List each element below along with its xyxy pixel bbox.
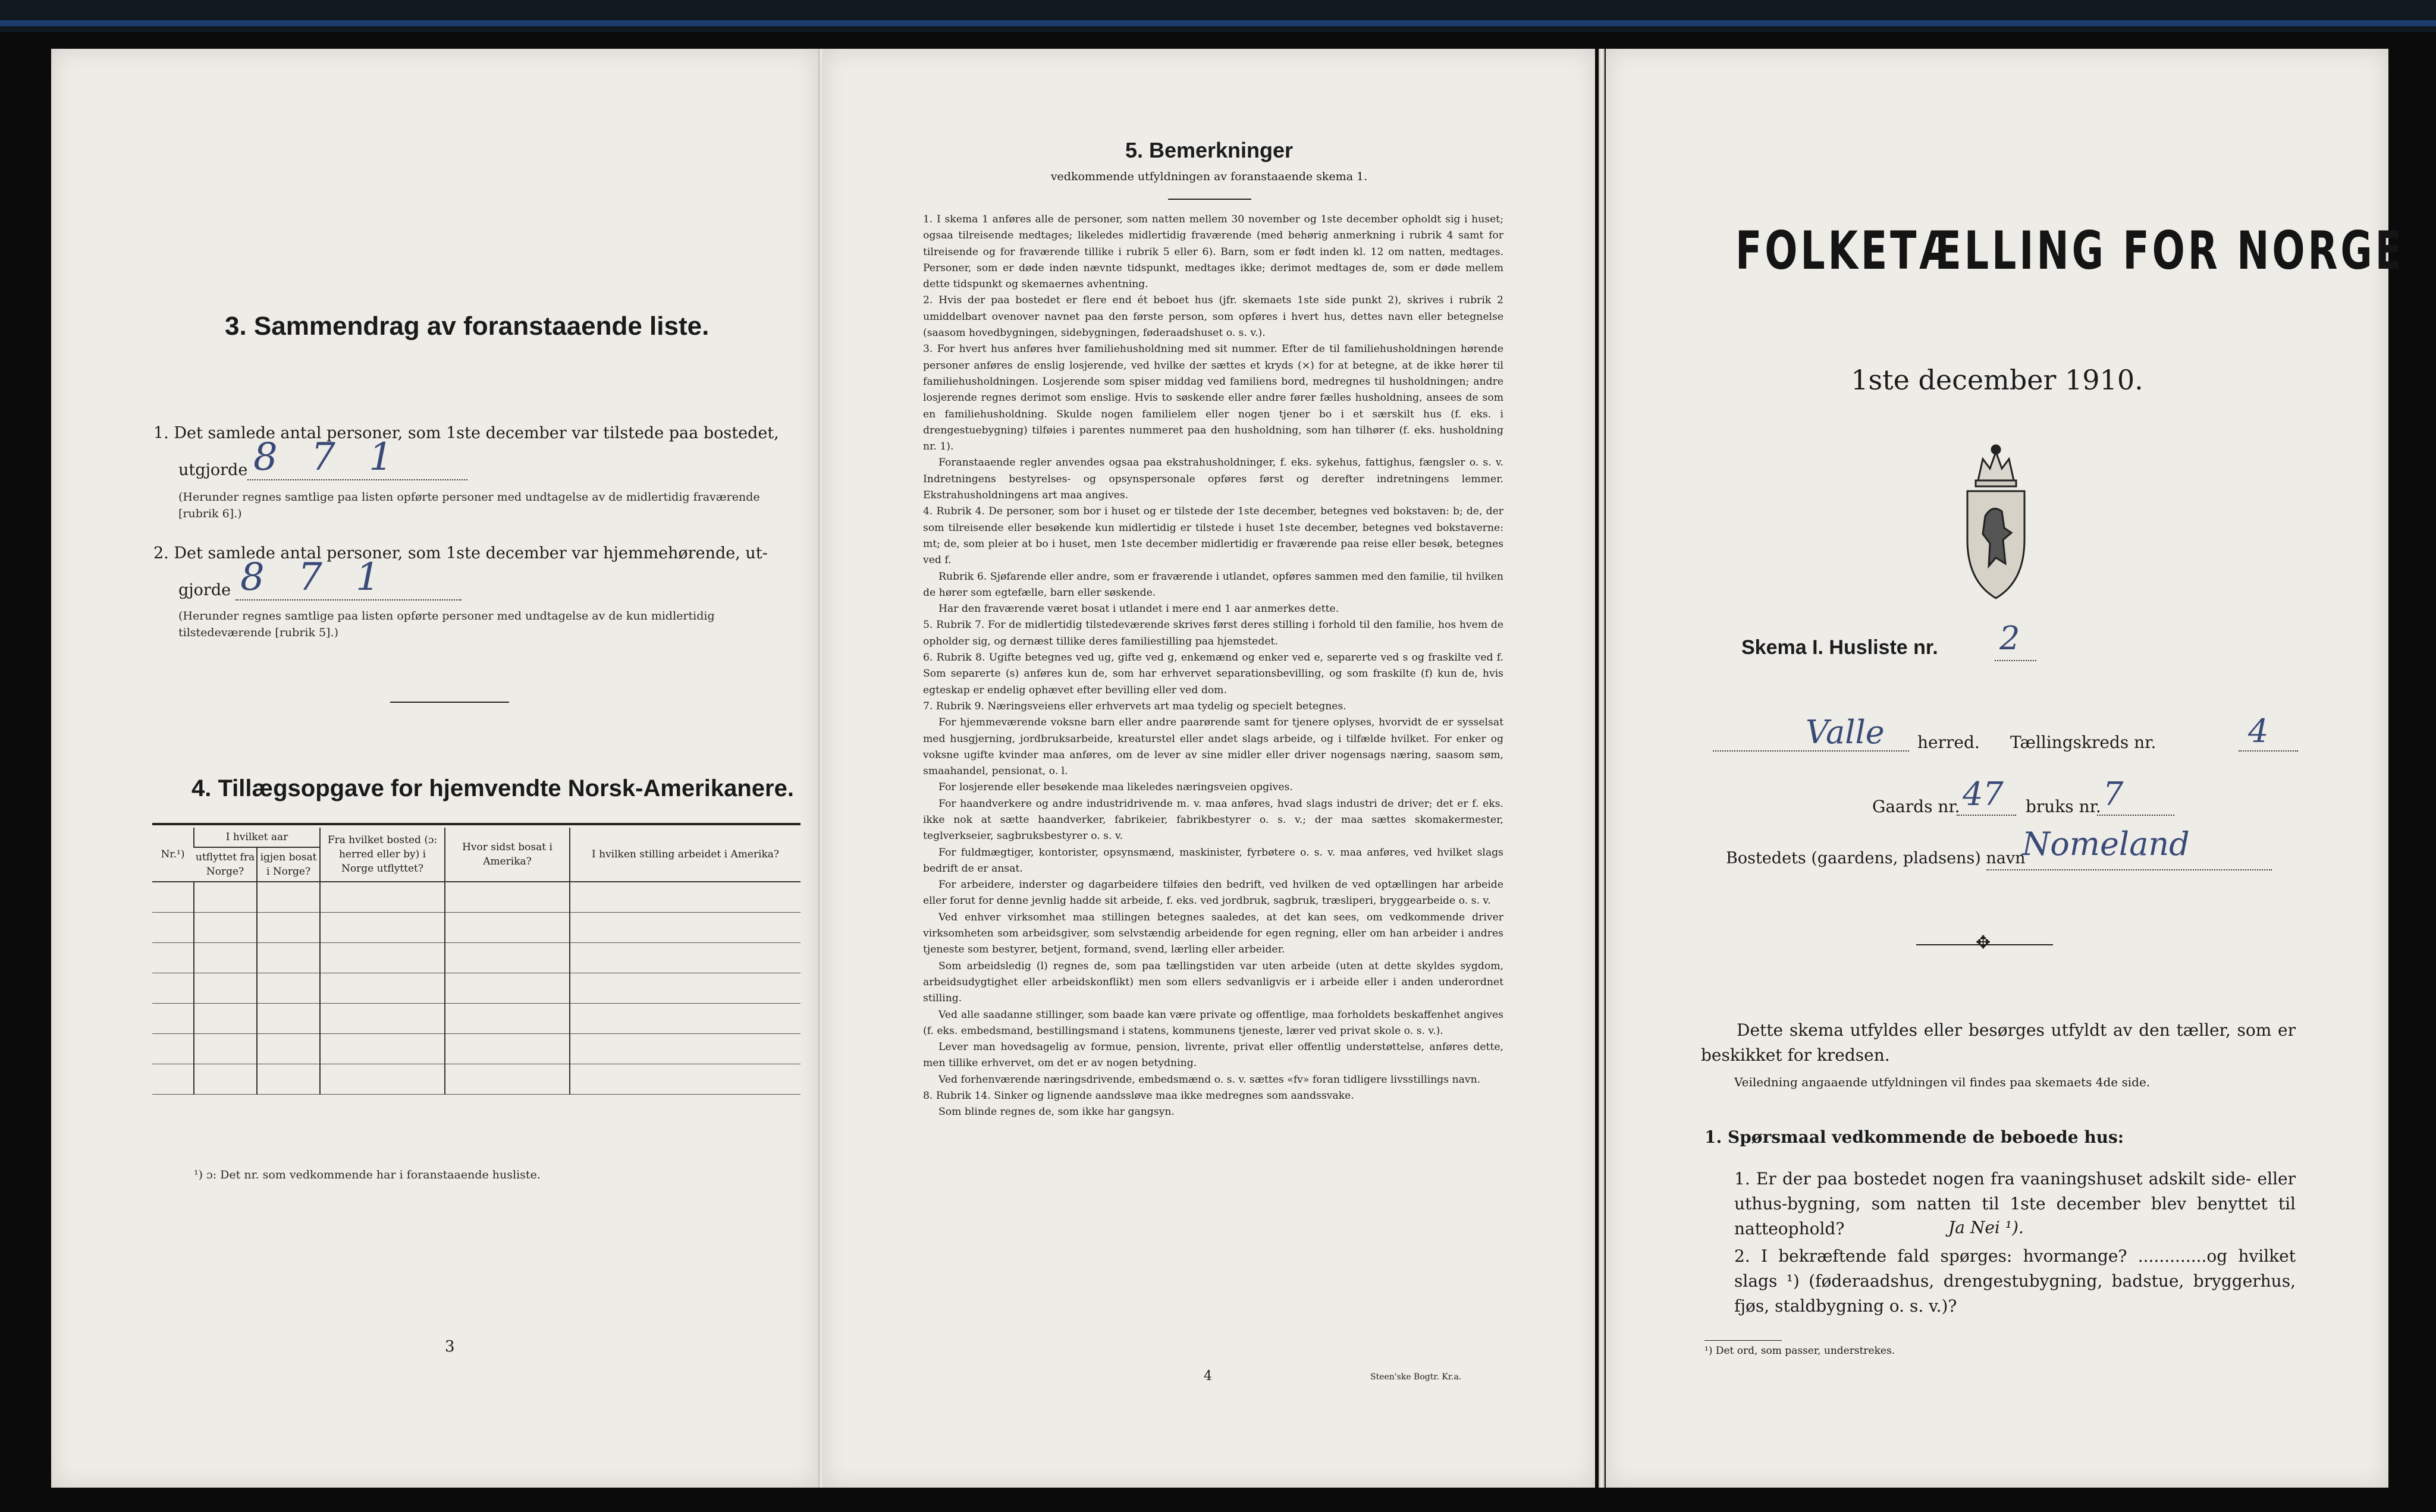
- remark-paragraph: Ved forhenværende næringsdrivende, embedsmænd o. s. v. sættes «fv» foran tidligere livsstillings navn.: [938, 1073, 1481, 1086]
- footnote-rule: [1704, 1340, 1782, 1341]
- page-1-right: [1606, 49, 2404, 1488]
- bruks-label: bruks nr.: [2026, 797, 2101, 816]
- remark-paragraph: Ved alle saadanne stillinger, som baade kan være private og offentlige, maa forholdets beskaffenhet angives (f. eks. embedsmand, bestillingsmand i statens, kommunens tjeneste, lærer ved privat skole o. s. v.).: [923, 1008, 1503, 1037]
- table-row: [152, 1034, 801, 1064]
- page-number-4: 4: [1204, 1369, 1212, 1384]
- printer-mark: Steen'ske Bogtr. Kr.a.: [1370, 1372, 1462, 1382]
- herred-label: herred.: [1917, 733, 1980, 752]
- gaards-label: Gaards nr.: [1872, 797, 1960, 816]
- remark-paragraph: Ved enhver virksomhet maa stillingen betegnes saaledes, at det kan sees, om vedkommende driver virksomheten som arbeidsgiver, som selvstændig arbeidende for egen regning, eller om han arbeider i andres tjeneste som bestyrer, betjent, formand, svend, lærling eller arbeider.: [923, 911, 1503, 956]
- item-1-line: [247, 479, 467, 480]
- remark-paragraph: For haandverkere og andre industridrivende m. v. maa anføres, hvad slags industri de driver; det er f. eks. ikke nok at sætte haandverker, fabrikeier, fabrikbestyrer o. s. v.; der maa sættes skomakermester, teglverkseier, sagbruksbestyrer o. s. v.: [923, 797, 1503, 843]
- intro-text: Dette skema utfyldes eller besørges utfyldt av den tæller, som er beskikket for kredsen.: [1701, 1020, 2296, 1065]
- remark-paragraph: Har den fraværende været bosat i utlandet i mere end 1 aar anmerkes dette.: [938, 603, 1339, 615]
- remark-paragraph: Som arbeidsledig (l) regnes de, som paa tællingstiden var uten arbeide (uten at dette skyldes sygdom, arbeidsudygtighet eller arbeidskonflikt) men som ellers sedvanligvis er i arbeide eller i anden underordnet stilling.: [923, 960, 1503, 1005]
- col-fra-bosted: Fra hvilket bosted (ɔ: herred eller by) i Norge utflyttet?: [320, 828, 445, 882]
- table-footnote: ¹) ɔ: Det nr. som vedkommende har i foranstaaende husliste.: [194, 1168, 541, 1181]
- item-1-handwritten-value: 8 7 1: [253, 435, 404, 479]
- col-group-year: I hvilket aar: [194, 828, 320, 847]
- schema-label: Skema I. Husliste nr.: [1741, 636, 1938, 659]
- item-2-text: 2. Det samlede antal personer, som 1ste december var hjemmehørende, ut-: [153, 544, 768, 562]
- remark-paragraph: For fuldmægtiger, kontorister, opsynsmænd, maskinister, fyrbøtere o. s. v. maa anføres, ved hvilket slags bedrift de er ansat.: [923, 846, 1503, 875]
- remarks-title: 5. Bemerkninger: [1125, 138, 1294, 162]
- table-row: [152, 1064, 801, 1095]
- herred-value: Valle: [1806, 713, 1885, 751]
- remark-paragraph: 6. Rubrik 8. Ugifte betegnes ved ug, gifte ved g, enkemænd og enker ved e, separerte ved s og fraskilte ved f. Som separerte (s) anføres kun de, som har erhvervet separationsbevilling, og som fraskilte (f) kun de, hvis egteskap er endelig ophævet efter bevilling eller ved dom.: [923, 652, 1503, 696]
- kreds-line: [2239, 750, 2298, 752]
- page-number-3: 3: [445, 1338, 455, 1356]
- item-1-note: (Herunder regnes samtlige paa listen opførte personer med undtagelse av de midlertidig fraværende [rubrik 6].): [178, 491, 760, 520]
- remark-paragraph: Lever man hovedsagelig av formue, pension, livrente, privat eller offentlig understøttelse, anføres dette, men tillike erhvervet, om det er av nogen betydning.: [923, 1041, 1503, 1070]
- col-utflyttet: utflyttet fra Norge?: [194, 847, 257, 882]
- remarks-subtitle: vedkommende utfyldningen av foranstaaende skema 1.: [1050, 170, 1368, 183]
- item-2-handwritten-value: 8 7 1: [240, 555, 391, 599]
- scan-top-band: [0, 0, 2436, 32]
- scan-edge-stripe: [0, 20, 2436, 26]
- bruks-line: [2097, 815, 2174, 816]
- item-2-line: [236, 599, 462, 601]
- bosted-line: [1986, 869, 2272, 870]
- remark-paragraph: 3. For hvert hus anføres hver familiehusholdning med sit nummer. Efter de til familiehusholdningen hørende personer anføres de enslig losjerende, ved hvilke der sættes et kryds (×) for at betegne, at de ikke hører til familiehusholdningen. Losjerende som spiser middag ved familiens bord, medregnes til husholdningen; andre losjerende regnes derimot som enslige. Hvis to søskende eller andre fører fælles husholdning, ansees de som en familiehusholdning. Skulde nogen familielem eller nogen tjener bo i et særskilt hus (f. eks. i drengestuebygning) tilføies i parentes nummeret paa den husholdning, som han tilhører (f. eks. husholdning nr. 1).: [923, 343, 1503, 453]
- col-amerika-bosat: Hvor sidst bosat i Amerika?: [445, 828, 570, 882]
- item-1-text: 1. Det samlede antal personer, som 1ste december var tilstede paa bostedet,: [153, 424, 779, 442]
- col-igjen-bosat: igjen bosat i Norge?: [257, 847, 320, 882]
- ornament-icon: ✥: [1976, 932, 1991, 953]
- remark-paragraph: 4. Rubrik 4. De personer, som bor i huset og er tilstede der 1ste december, betegnes ved bokstaven: b; de, der som tilreisende eller besøkende kun midlertidig er tilstede i huset 1ste december, betegnes ved bokstaverne: mt; de, som pleier at bo i huset, men 1ste december midlertidig er fraværende paa reise eller besøk, betegnes ved f.: [923, 505, 1503, 567]
- remark-paragraph: 2. Hvis der paa bostedet er flere end ét beboet hus (jfr. skemaets 1ste side punkt 2), skrives i rubrik 2 umiddelbart ovenover navnet paa den første person, som opføres i hvert hus, dettes navn eller betegnelse (saasom hovedbygningen, sidebygningen, føderaadshuset o. s. v.).: [923, 294, 1503, 340]
- col-stilling: I hvilken stilling arbeidet i Amerika?: [570, 828, 801, 882]
- kreds-value: 4: [2248, 712, 2269, 750]
- section-4-title: 4. Tillægsopgave for hjemvendte Norsk-Amerikanere.: [192, 775, 794, 801]
- remark-paragraph: 8. Rubrik 14. Sinker og lignende aandssløve maa ikke medregnes som aandssvake.: [923, 1090, 1354, 1102]
- table-top-rule: [152, 823, 801, 825]
- remark-paragraph: For hjemmeværende voksne barn eller andre paarørende samt for tjenere oplyses, hvorvidt de er sysselsat med husgjerning, jordbruksarbeide, kreaturstel eller andet slags arbeide, og i tilfælde hvilket. For enker og voksne ugifte kvinder maa anføres, om de lever av sine midler eller driver nogensags næring, saasom søm, smaahandel, pensionat, o. l.: [923, 716, 1503, 778]
- page-3-left: [51, 49, 818, 1488]
- intro-note: Veiledning angaaende utfyldningen vil findes paa skemaets 4de side.: [1734, 1075, 2151, 1089]
- remark-paragraph: For losjerende eller besøkende maa likeledes næringsveien opgives.: [938, 781, 1293, 794]
- table-row: [152, 1004, 801, 1034]
- kreds-label: Tællingskreds nr.: [2010, 733, 2156, 752]
- item-2-prefix: gjorde: [178, 581, 231, 599]
- section-divider: [390, 702, 509, 703]
- question-1: 1. Er der paa bostedet nogen fra vaaningshuset adskilt side- eller uthus-bygning, som natten til 1ste december blev benyttet til natteophold?: [1734, 1169, 2296, 1238]
- census-date: 1ste december 1910.: [1851, 364, 2143, 396]
- gaards-line: [1957, 815, 2016, 816]
- remark-paragraph: Som blinde regnes de, som ikke har gangsyn.: [938, 1106, 1175, 1118]
- question-2: 2. I bekræftende fald spørges: hvormange? .............og hvilket slags ¹) (føderaadshus, drengestubygning, badstue, bryggerhus, fjøs, staldbygning o. s. v.)?: [1734, 1246, 2296, 1316]
- table-row: [152, 882, 801, 913]
- remark-paragraph: 7. Rubrik 9. Næringsveiens eller erhvervets art maa tydelig og specielt betegnes.: [923, 700, 1346, 712]
- section-3-title: 3. Sammendrag av foranstaaende liste.: [225, 312, 710, 341]
- norsk-amerikanere-table: [152, 828, 801, 1095]
- remark-paragraph: For arbeidere, inderster og dagarbeidere tilføies den bedrift, ved hvilken de ved optællingen har arbeide eller forut for denne jevnlig hadde sit arbeide, f. eks. ved jordbruk, sagbruk, træsliperi, bryggearbeide o. s. v.: [923, 879, 1503, 907]
- page-fold-2: [1599, 49, 1605, 1488]
- norway-coat-of-arms-icon: [1954, 439, 2038, 603]
- table-row: [152, 913, 801, 943]
- table-row: [152, 943, 801, 973]
- table-row: [152, 973, 801, 1004]
- page3-footnote: ¹) Det ord, som passer, understrekes.: [1704, 1345, 1895, 1357]
- remarks-body: [923, 212, 1503, 1121]
- remark-paragraph: Foranstaaende regler anvendes ogsaa paa ekstrahusholdninger, f. eks. sykehus, fattighus, fængsler o. s. v. Indretningens bestyrelses- og opsynspersonale opføres først og derefter indretningens lemmer. Ekstrahusholdningens art maa angives.: [923, 457, 1503, 502]
- remark-paragraph: 1. I skema 1 anføres alle de personer, som natten mellem 30 november og 1ste december opholdt sig i huset; ogsaa tilreisende medtages; likeledes midlertidig fraværende (med behørig anmerkning i rubrik 4 samt for tilreisende og for fraværende tillike i rubrik 5 eller 6). Barn, som er født inden kl. 12 om natten, medtages. Personer, som er døde inden nævnte tidspunkt, medtages ikke; derimot medtages de, som er døde mellem dette tidspunkt og skemaernes avhentning.: [923, 213, 1503, 291]
- bosted-label: Bostedets (gaardens, pladsens) navn: [1726, 849, 2026, 867]
- gaards-value: 47: [1963, 775, 2004, 813]
- census-title: FOLKETÆLLING FOR NORGE: [1735, 220, 2404, 281]
- question-1-answer: Ja Nei ¹).: [1948, 1218, 2024, 1237]
- item-1-prefix: utgjorde: [178, 461, 248, 479]
- remark-paragraph: Rubrik 6. Sjøfarende eller andre, som er fraværende i utlandet, opføres sammen med den familie, til hvilken de hører som egtefælle, barn eller søskende.: [923, 570, 1503, 599]
- page-4-middle: [823, 49, 1595, 1488]
- husliste-line: [1995, 660, 2036, 661]
- bruks-value: 7: [2103, 775, 2124, 813]
- bosted-value: Nomeland: [2022, 825, 2190, 863]
- remarks-divider: [1168, 199, 1251, 200]
- col-nr: Nr.¹): [152, 828, 194, 882]
- item-2-note: (Herunder regnes samtlige paa listen opførte personer med undtagelse av de kun midlertidig tilstedeværende [rubrik 5].): [178, 609, 715, 639]
- remark-paragraph: 5. Rubrik 7. For de midlertidig tilstedeværende skrives først deres stilling i forhold til den familie, hos hvem de opholder sig, og dernæst tillike deres familiestilling paa hjemstedet.: [923, 619, 1503, 647]
- husliste-number: 2: [1999, 620, 2020, 657]
- question-heading: 1. Spørsmaal vedkommende de beboede hus:: [1704, 1127, 2124, 1147]
